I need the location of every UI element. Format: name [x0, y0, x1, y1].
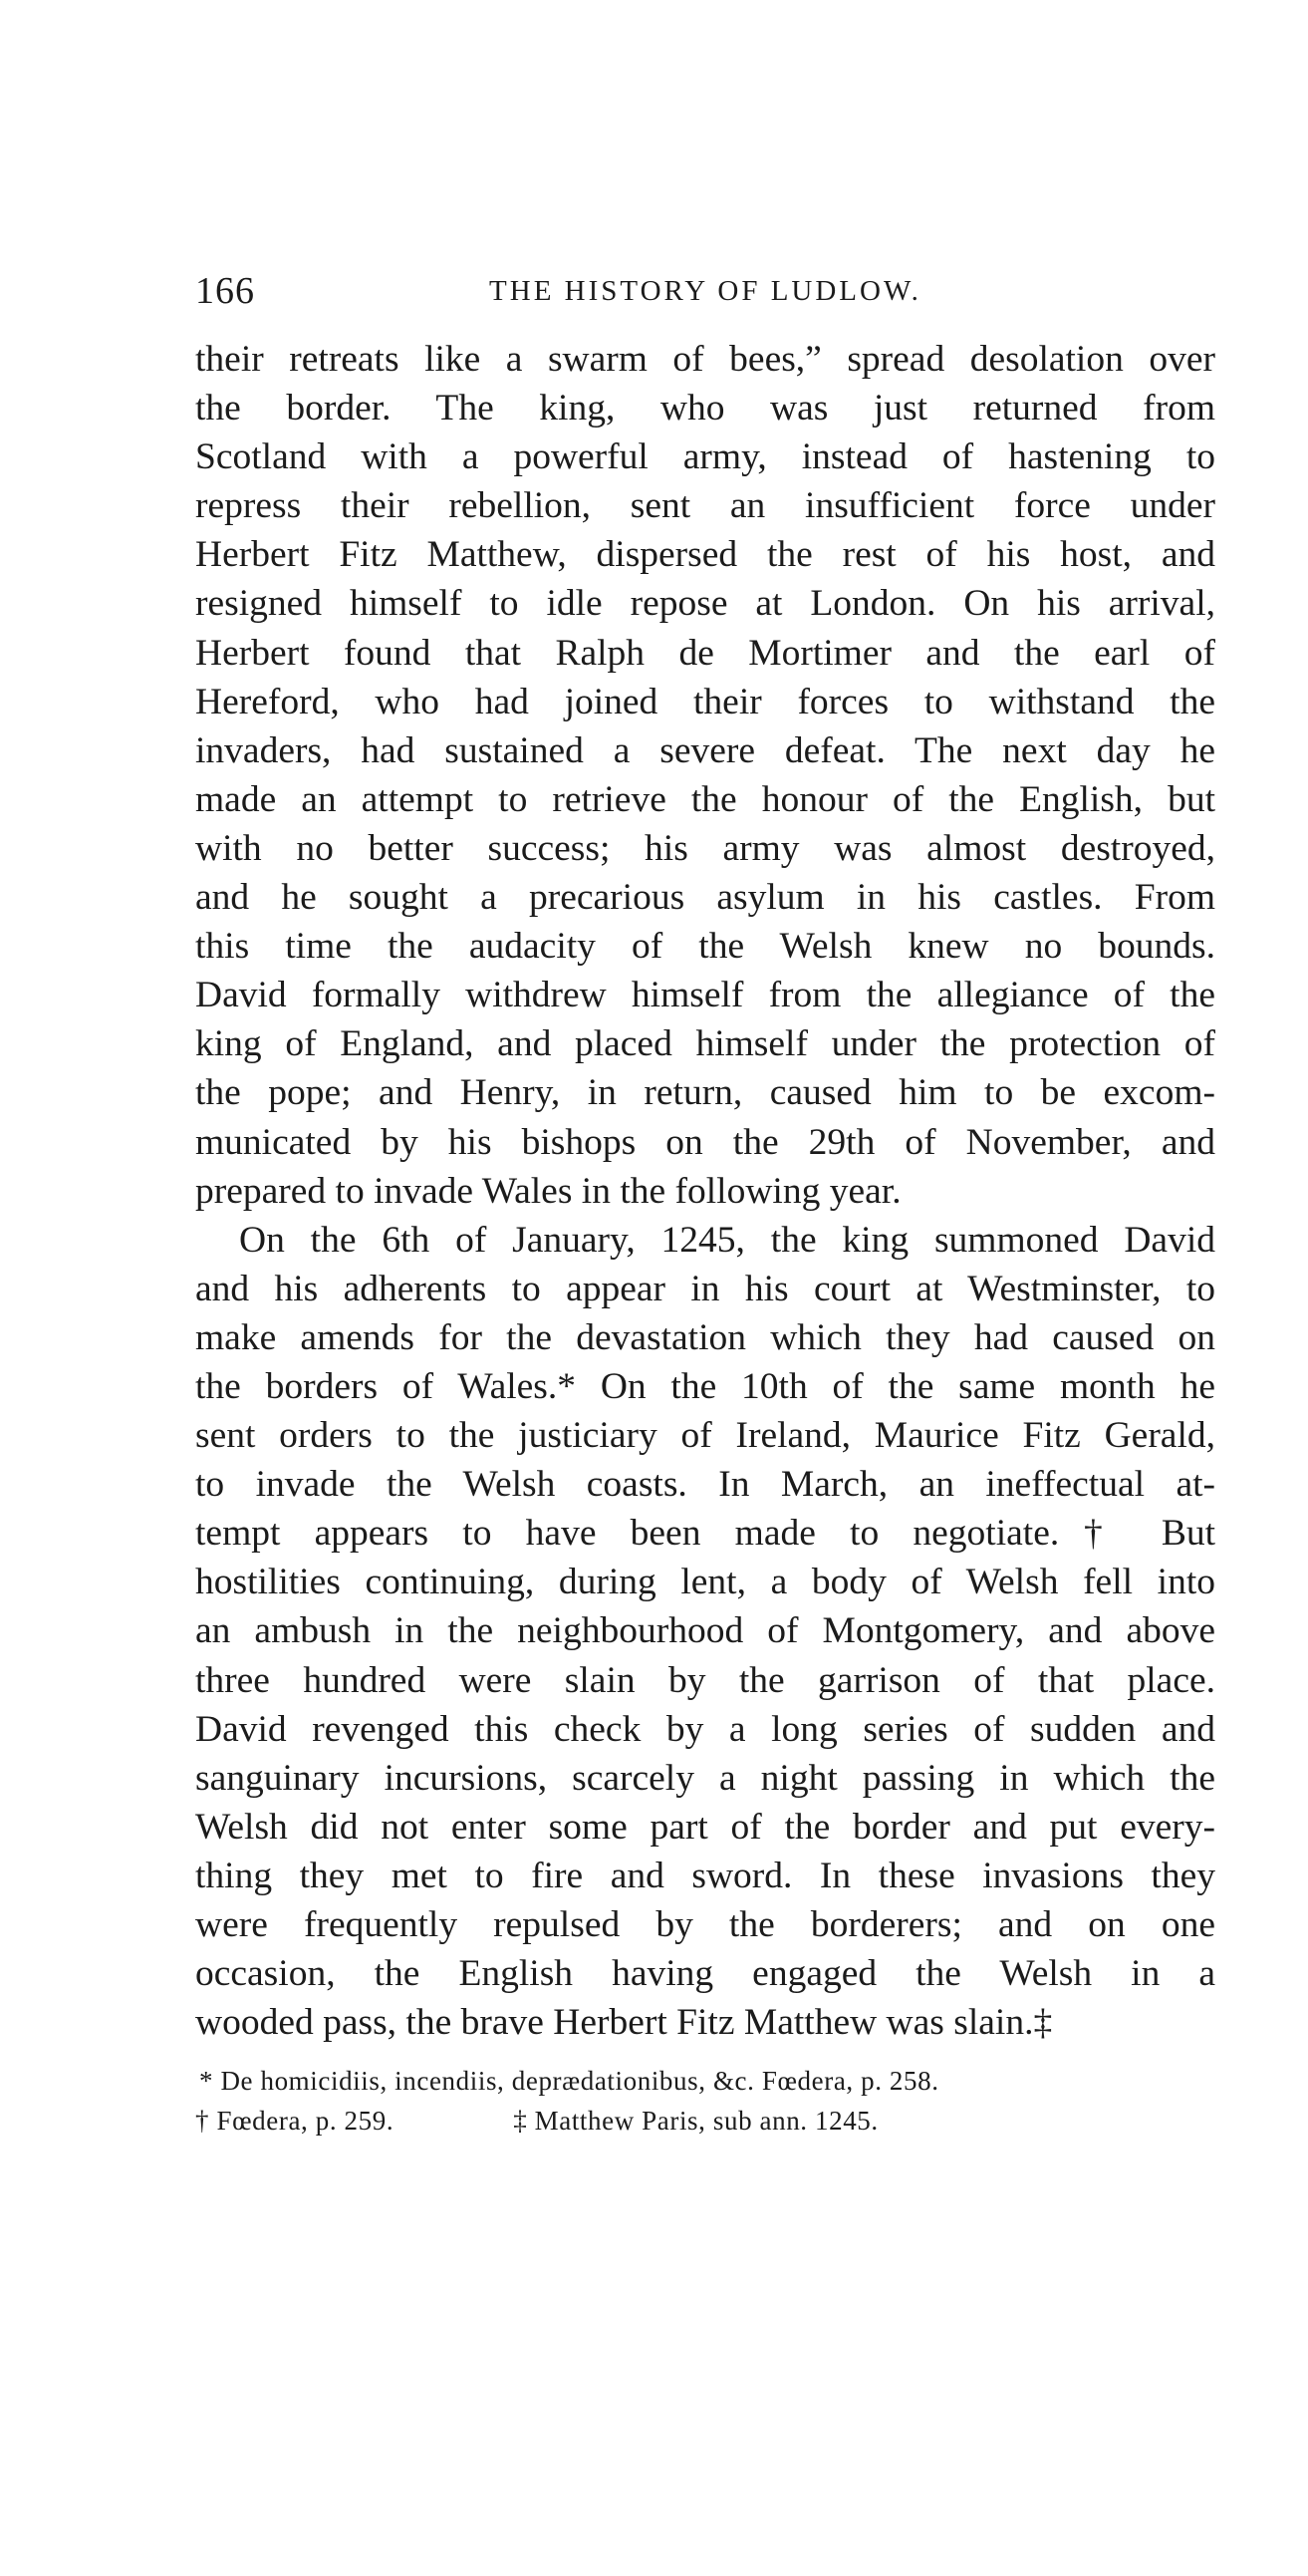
text-line: make amends for the devastation which they had caused on	[195, 1316, 1215, 1358]
text-line: thing they met to fire and sword. In these invasions they	[195, 1855, 1215, 1896]
footnote-3: ‡ Matthew Paris, sub ann. 1245.	[513, 2106, 879, 2137]
book-page	[195, 261, 1215, 2141]
text-line: Herbert Fitz Matthew, dispersed the rest of his host, and	[195, 534, 1215, 576]
text-line: three hundred were slain by the garrison of that place.	[195, 1659, 1215, 1701]
text-line: wooded pass, the brave Herbert Fitz Matthew was slain.‡	[195, 2002, 1053, 2044]
page-number: 166	[195, 270, 255, 312]
text-line: Herbert found that Ralph de Mortimer and the earl of	[195, 632, 1215, 674]
text-line: and his adherents to appear in his court at Westminster, to	[195, 1268, 1215, 1309]
text-line: an ambush in the neighbourhood of Montgomery, and above	[195, 1610, 1215, 1652]
text-line: the pope; and Henry, in return, caused him to be excom-	[195, 1072, 1215, 1114]
text-line: sent orders to the justiciary of Ireland, Maurice Fitz Gerald,	[195, 1415, 1215, 1457]
text-line: and he sought a precarious asylum in his castles. From	[195, 877, 1215, 919]
text-line: with no better success; his army was almost destroyed,	[195, 827, 1215, 869]
text-line: prepared to invade Wales in the following year.	[195, 1170, 902, 1212]
text-line: hostilities continuing, during lent, a body of Welsh fell into	[195, 1562, 1215, 1603]
footnote-1: * De homicidiis, incendiis, deprædationibus, &c. Fœdera, p. 258.	[199, 2066, 939, 2097]
text-line: occasion, the English having engaged the Welsh in a	[195, 1953, 1215, 1995]
text-line: the border. The king, who was just returned from	[195, 388, 1215, 429]
text-line: tempt appears to have been made to negotiate.† But	[195, 1513, 1215, 1555]
running-title: THE HISTORY OF LUDLOW.	[489, 275, 921, 307]
body-text	[195, 335, 1215, 2047]
text-line: invaders, had sustained a severe defeat. The next day he	[195, 729, 1215, 771]
text-line: David formally withdrew himself from the allegiance of the	[195, 975, 1215, 1016]
text-line: Hereford, who had joined their forces to withstand the	[195, 681, 1215, 722]
text-line: to invade the Welsh coasts. In March, an ineffectual at-	[195, 1464, 1215, 1506]
footnote-2: † Fœdera, p. 259.	[195, 2106, 394, 2137]
text-line: the borders of Wales.* On the 10th of the same month he	[195, 1365, 1215, 1407]
text-line: their retreats like a swarm of bees,” spread desolation over	[195, 339, 1215, 380]
text-line: Scotland with a powerful army, instead of hastening to	[195, 436, 1215, 478]
text-line: municated by his bishops on the 29th of November, and	[195, 1121, 1215, 1163]
text-line: On the 6th of January, 1245, the king summoned David	[239, 1219, 1215, 1261]
text-line: Welsh did not enter some part of the border and put every-	[195, 1806, 1215, 1848]
text-line: this time the audacity of the Welsh knew no bounds.	[195, 926, 1215, 968]
text-line: repress their rebellion, sent an insufficient force under	[195, 485, 1215, 527]
text-line: sanguinary incursions, scarcely a night passing in which the	[195, 1757, 1215, 1799]
running-head	[195, 261, 1215, 321]
text-line: were frequently repulsed by the borderers; and on one	[195, 1904, 1215, 1945]
footnote-row-2	[195, 2101, 1215, 2141]
footnotes	[195, 2061, 1215, 2141]
text-line: king of England, and placed himself under the protection of	[195, 1023, 1215, 1065]
text-line: made an attempt to retrieve the honour of the English, but	[195, 778, 1215, 820]
text-line: resigned himself to idle repose at London. On his arrival,	[195, 583, 1215, 625]
text-line: David revenged this check by a long series of sudden and	[195, 1708, 1215, 1750]
